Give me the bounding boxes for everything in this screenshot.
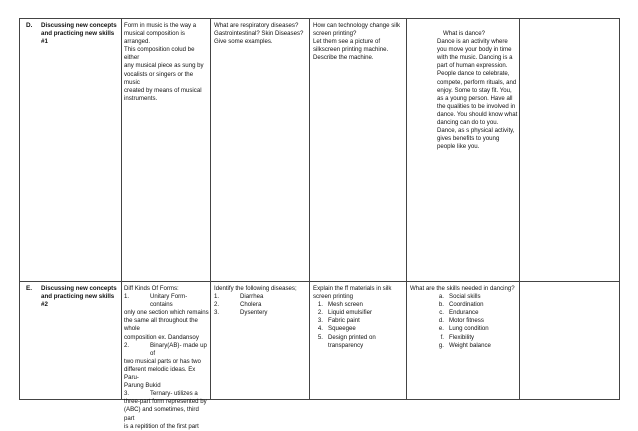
table-border [619, 18, 620, 400]
stage-line: Discussing new concepts [41, 22, 117, 29]
item-number: 3. [124, 390, 130, 398]
list-item [434, 317, 518, 325]
health-cell [214, 22, 308, 46]
item-heading: Ternary- utilizes a [150, 390, 198, 398]
materials-list [313, 301, 405, 350]
arts-line: Let them see a picture of [313, 38, 381, 46]
item-letter: g. [438, 341, 444, 349]
pe-line: What is dance? [443, 30, 486, 37]
music-cell [124, 22, 210, 103]
item-letter: b. [438, 301, 444, 309]
music-line: musical composition is arranged. [124, 30, 185, 46]
music-line: This composition colud be either [124, 46, 195, 62]
form-item [124, 293, 210, 309]
column-divider [309, 18, 310, 400]
item-number: 2. [214, 301, 220, 309]
arts-line: silkscreen printing machine. [313, 46, 389, 54]
column-divider [519, 18, 520, 400]
item-number: 1. [317, 301, 323, 309]
disease-name: Dysentery [240, 309, 268, 317]
pe-line: People dance to celebrate, [437, 70, 510, 78]
disease-name: Diarrhea [240, 293, 264, 301]
health-line: What are respiratory diseases? [214, 22, 299, 29]
arts-line: How can technology change silk [313, 22, 401, 29]
disease-item [214, 309, 308, 317]
item-number: 4. [317, 325, 323, 333]
item-number: 3. [317, 317, 323, 325]
music-cell [124, 285, 210, 431]
pe-line: with the music. Dancing is a [437, 54, 513, 62]
row-letter: D. [26, 22, 33, 29]
material-name: Liquid emulsifier [328, 309, 373, 317]
list-item [434, 293, 518, 301]
stage-line: #2 [41, 301, 48, 308]
arts-cell [313, 285, 405, 350]
pe-line: you move your body in time [437, 46, 512, 54]
music-line: is a repitition of the first part [124, 422, 199, 430]
material-name: Squeegee [328, 325, 356, 333]
stage-line: #1 [41, 38, 48, 45]
list-item [313, 301, 405, 309]
music-line: different melodic ideas. Ex Paru- [124, 365, 196, 382]
form-item [124, 342, 210, 358]
item-number: 5. [317, 333, 323, 341]
skill-name: Weight balance [449, 341, 491, 349]
item-number: 1. [124, 293, 130, 301]
skill-name: Lung condition [449, 325, 489, 333]
music-line: Form in music is the way a [124, 22, 197, 29]
list-item [434, 325, 518, 333]
pe-line: part of human expression. [437, 62, 508, 70]
table-border [19, 18, 20, 400]
list-item [313, 334, 405, 350]
arts-cell [313, 22, 405, 62]
item-letter: c. [439, 309, 444, 317]
item-letter: a. [438, 293, 444, 301]
pe-line: dance. You should know what [437, 110, 518, 118]
pe-line: Dance, as s physical activity, [437, 127, 515, 135]
arts-line: Explain the ff materials in silk [313, 285, 392, 292]
list-item [434, 342, 518, 350]
pe-line: gives benefits to young [437, 135, 500, 143]
music-line: composition ex. Dandansoy [124, 333, 199, 341]
arts-line: Describe the machine. [313, 54, 374, 62]
item-letter: d. [438, 317, 444, 325]
material-name: Mesh screen [328, 301, 363, 309]
pe-line: compete, perform rituals, and [437, 78, 517, 86]
disease-item [214, 301, 308, 309]
pe-line: enjoy. Some to stay fit. You, [437, 86, 512, 94]
music-line: two musical parts or has two [124, 357, 201, 365]
material-line: transparency [328, 341, 364, 349]
arts-line: screen printing [313, 293, 353, 301]
material-name [328, 334, 376, 350]
skill-name: Flexibility [449, 333, 475, 341]
skill-name: Social skills [449, 293, 481, 301]
disease-name: Cholera [240, 301, 262, 309]
item-number: 1. [214, 293, 220, 301]
pe-cell [437, 30, 519, 151]
item-letter: e. [438, 325, 444, 333]
music-line: created by means of musical [124, 86, 202, 94]
pe-line: people like you. [437, 143, 480, 151]
column-divider [210, 18, 211, 400]
music-line: only one section which remains [124, 309, 209, 317]
music-line: vocalists or singers or the music [124, 70, 194, 86]
stage-line: and practicing new skills [41, 30, 115, 37]
pe-cell [410, 285, 518, 350]
procedure-stage [41, 22, 119, 46]
item-number: 3. [214, 309, 220, 317]
pe-line: Dance is an activity where [437, 38, 508, 46]
skill-name: Motor fitness [449, 317, 484, 325]
procedure-stage [41, 285, 119, 309]
table-border [19, 18, 620, 19]
list-item [313, 325, 405, 333]
music-line: three-part form represented by [124, 398, 207, 406]
health-cell [214, 285, 308, 317]
music-line: (ABC) and sometimes, third part [124, 406, 199, 422]
skills-list [410, 293, 518, 350]
arts-line: screen printing? [313, 30, 357, 38]
column-divider [406, 18, 407, 400]
item-heading: Unitary Form- contains [150, 293, 188, 309]
row-letter: E. [26, 285, 33, 292]
material-line: Design printed on [328, 333, 376, 341]
row-divider [19, 281, 620, 282]
music-line: Parung Bukid [124, 382, 161, 390]
health-line: Gastrointestinal? Skin Diseases? [214, 30, 304, 38]
stage-line: Discussing new concepts [41, 285, 117, 292]
disease-item [214, 293, 308, 301]
health-line: Give some examples. [214, 38, 273, 46]
item-heading: Binary(AB)- made up of [150, 341, 207, 357]
form-item [124, 390, 210, 398]
music-line: instruments. [124, 94, 158, 102]
column-divider [121, 18, 122, 400]
item-letter: f. [440, 333, 444, 341]
health-intro: Identify the following diseases; [214, 285, 297, 292]
music-line: any musical piece as sung by [124, 62, 204, 70]
music-line: the same all throughout the whole [124, 317, 198, 333]
skill-name: Coordination [449, 301, 484, 309]
table-border [19, 399, 620, 400]
music-intro: Diff Kinds Of Forms: [124, 285, 179, 292]
stage-line: and practicing new skills [41, 293, 115, 300]
pe-line: the qualities to be involved in [437, 102, 516, 110]
list-item [434, 301, 518, 309]
list-item [434, 309, 518, 317]
skill-name: Endurance [449, 309, 479, 317]
pe-line: dancing can do to you. [437, 119, 499, 127]
material-name: Fabric paint [328, 317, 360, 325]
list-item [313, 309, 405, 317]
item-number: 2. [124, 341, 130, 349]
item-number: 2. [317, 309, 323, 317]
lesson-plan-table [19, 18, 620, 430]
list-item [434, 334, 518, 342]
pe-line: as a young person. Have all [437, 94, 513, 102]
pe-intro: What are the skills needed in dancing? [410, 285, 515, 292]
list-item [313, 317, 405, 325]
